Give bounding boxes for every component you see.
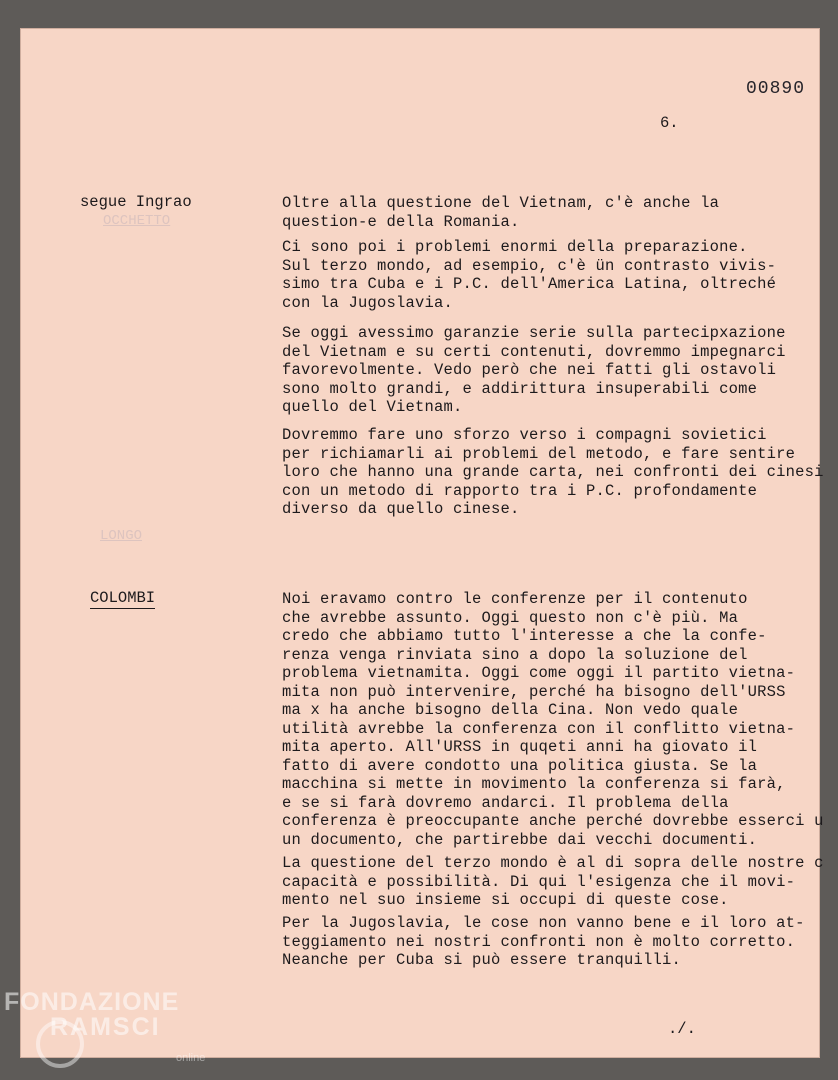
text-line: renza venga rinviata sino a dopo la soluzione del xyxy=(282,645,748,664)
ingrao-paragraph-4 xyxy=(282,426,824,519)
text-line: Noi eravamo contro le conferenze per il contenuto xyxy=(282,590,748,608)
text-line: fatto di avere condotto una politica giusta. Se la xyxy=(282,756,758,775)
text-line: Ci sono poi i problemi enormi della preparazione. xyxy=(282,238,748,256)
text-line: e se si farà dovremo andarci. Il problema della xyxy=(282,793,729,812)
text-line: quello del Vietnam. xyxy=(282,398,463,416)
speaker-segue-ingrao: segue Ingrao xyxy=(80,193,192,211)
page-number: 6. xyxy=(660,114,679,132)
text-line: favorevolmente. Vedo però che nei fatti gli ostavoli xyxy=(282,361,777,379)
text-line: teggiamento nei nostri confronti non è molto corretto. xyxy=(282,932,796,951)
text-line: diverso da quello cinese. xyxy=(282,500,520,518)
text-line: credo che abbiamo tutto l'interesse a che la confe- xyxy=(282,627,767,645)
text-line: Dovremmo fare uno sforzo verso i compagni sovietici xyxy=(282,426,767,444)
document-number: 00890 xyxy=(746,79,806,99)
text-line: ma x ha anche bisogno della Cina. Non vedo quale xyxy=(282,701,739,719)
text-line: con la Jugoslavia. xyxy=(282,293,454,312)
text-line: conferenza è preoccupante anche perché dovrebbe esserci u xyxy=(282,812,824,830)
ingrao-paragraph-1 xyxy=(282,194,719,231)
text-line: un documento, che partirebbe dai vecchi documenti. xyxy=(282,830,758,849)
text-line: Neanche per Cuba si può essere tranquilli. xyxy=(282,951,682,969)
watermark-online: online xyxy=(176,1052,206,1064)
text-line: question-e della Romania. xyxy=(282,212,520,231)
ingrao-paragraph-2 xyxy=(282,238,776,312)
colombi-paragraph-3 xyxy=(282,914,805,970)
text-line: simo tra Cuba e i P.C. dell'America Latina, oltreché xyxy=(282,275,777,293)
text-line: Se oggi avessimo garanzie serie sulla partecipxazione xyxy=(282,324,786,342)
text-line: utilità avrebbe la conferenza con il conflitto vietna- xyxy=(282,719,796,738)
colombi-paragraph-1 xyxy=(282,590,824,849)
text-line: macchina si mette in movimento la conferenza si farà, xyxy=(282,775,786,793)
ghost-label-longo: LONGO xyxy=(100,528,143,544)
text-line: del Vietnam e su certi contenuti, dovremmo impegnarci xyxy=(282,342,786,361)
text-line: con un metodo di rapporto tra i P.C. profondamente xyxy=(282,481,758,500)
text-line: Per la Jugoslavia, le cose non vanno bene e il loro at- xyxy=(282,914,805,932)
text-line: Oltre alla questione del Vietnam, c'è anche la xyxy=(282,194,720,212)
text-line: problema vietnamita. Oggi come oggi il partito vietna- xyxy=(282,664,796,682)
text-line: mento nel suo insieme si occupi di queste cose. xyxy=(282,891,729,909)
watermark-logo xyxy=(4,988,179,1042)
text-line: mita non può intervenire, perché ha bisogno dell'URSS xyxy=(282,682,786,701)
text-line: La questione del terzo mondo è al di sopra delle nostre c xyxy=(282,854,824,872)
text-line: loro che hanno una grande carta, nei confronti dei cinesi xyxy=(282,463,824,481)
text-line: per richiamarli ai problemi del metodo, e fare sentire xyxy=(282,444,796,463)
speaker-colombi: COLOMBI xyxy=(90,589,156,607)
ghost-label-occhetto: OCCHETTO xyxy=(103,213,171,229)
text-line: Sul terzo mondo, ad esempio, c'è ün contrasto vivis- xyxy=(282,256,777,275)
ingrao-paragraph-3 xyxy=(282,324,786,417)
continuation-mark: ./. xyxy=(668,1020,696,1038)
text-line: mita aperto. All'URSS in quqeti anni ha giovato il xyxy=(282,738,758,756)
text-line: che avrebbe assunto. Oggi questo non c'è più. Ma xyxy=(282,608,739,627)
text-line: sono molto grandi, e addirittura insuperabili come xyxy=(282,379,758,398)
text-line: capacità e possibilità. Di qui l'esigenza che il movi- xyxy=(282,872,796,891)
colombi-paragraph-2 xyxy=(282,854,824,910)
watermark-line-2: RAMSCI xyxy=(50,1013,161,1041)
watermark-line-1: FONDAZIONE xyxy=(4,988,180,1016)
